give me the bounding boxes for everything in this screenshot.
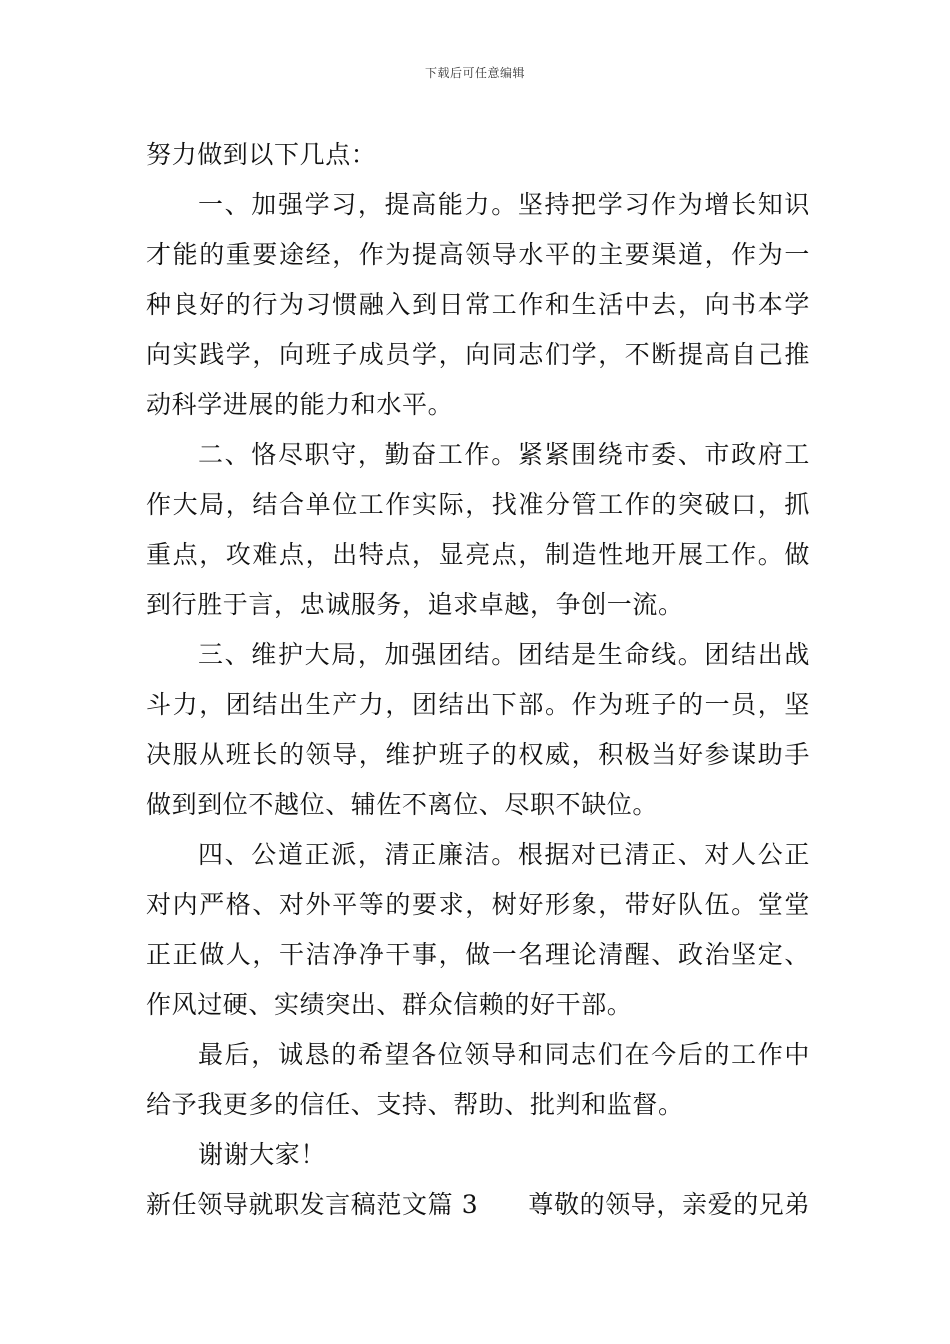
paragraph-start-line: 三、维护大局，加强团结。团结是生命线。团结出战 [198,640,810,669]
text-line: 决服从班长的领导，维护班子的权威，积极当好参谋助手 [146,740,810,769]
text-line: 给予我更多的信任、支持、帮助、批判和监督。 [146,1090,684,1119]
paragraph-start-line: 最后，诚恳的希望各位领导和同志们在今后的工作中 [198,1040,810,1069]
text-line: 到行胜于言，忠诚服务，追求卓越，争创一流。 [146,590,684,619]
section-title: 新任领导就职发言稿范文篇 3 [146,1190,479,1219]
page-header-note: 下载后可任意编辑 [424,66,525,80]
text-line: 重点，攻难点，出特点，显亮点，制造性地开展工作。做 [146,540,810,569]
text-line: 对内严格、对外平等的要求，树好形象，带好队伍。堂堂 [146,890,810,919]
closing-thanks: 谢谢大家！ [198,1140,327,1169]
document-body [146,130,810,1230]
paragraph-start-line: 四、公道正派，清正廉洁。根据对已清正、对人公正 [198,840,810,869]
text-line: 正正做人，干洁净净干事，做一名理论清醒、政治坚定、 [146,940,810,969]
paragraph-start-line: 一、加强学习，提高能力。坚持把学习作为增长知识 [198,190,810,219]
text-line: 向实践学，向班子成员学，向同志们学，不断提高自己推 [146,340,810,369]
text-line: 作风过硬、实绩突出、群众信赖的好干部。 [146,990,633,1019]
section-title-line [146,1180,810,1230]
text-line: 作大局，结合单位工作实际，找准分管工作的突破口，抓 [146,490,810,519]
text-line: 才能的重要途经，作为提高领导水平的主要渠道，作为一 [146,240,810,269]
text-line: 种良好的行为习惯融入到日常工作和生活中去，向书本学 [146,290,810,319]
paragraph-start-line: 二、恪尽职守，勤奋工作。紧紧围绕市委、市政府工 [198,440,810,469]
text-line: 做到到位不越位、辅佐不离位、尽职不缺位。 [146,790,659,819]
text-line: 斗力，团结出生产力，团结出下部。作为班子的一员，坚 [146,690,810,719]
text-line: 努力做到以下几点： [146,140,377,169]
salutation-text: 尊敬的领导，亲爱的兄弟 [528,1190,810,1219]
text-line: 动科学进展的能力和水平。 [146,390,454,419]
